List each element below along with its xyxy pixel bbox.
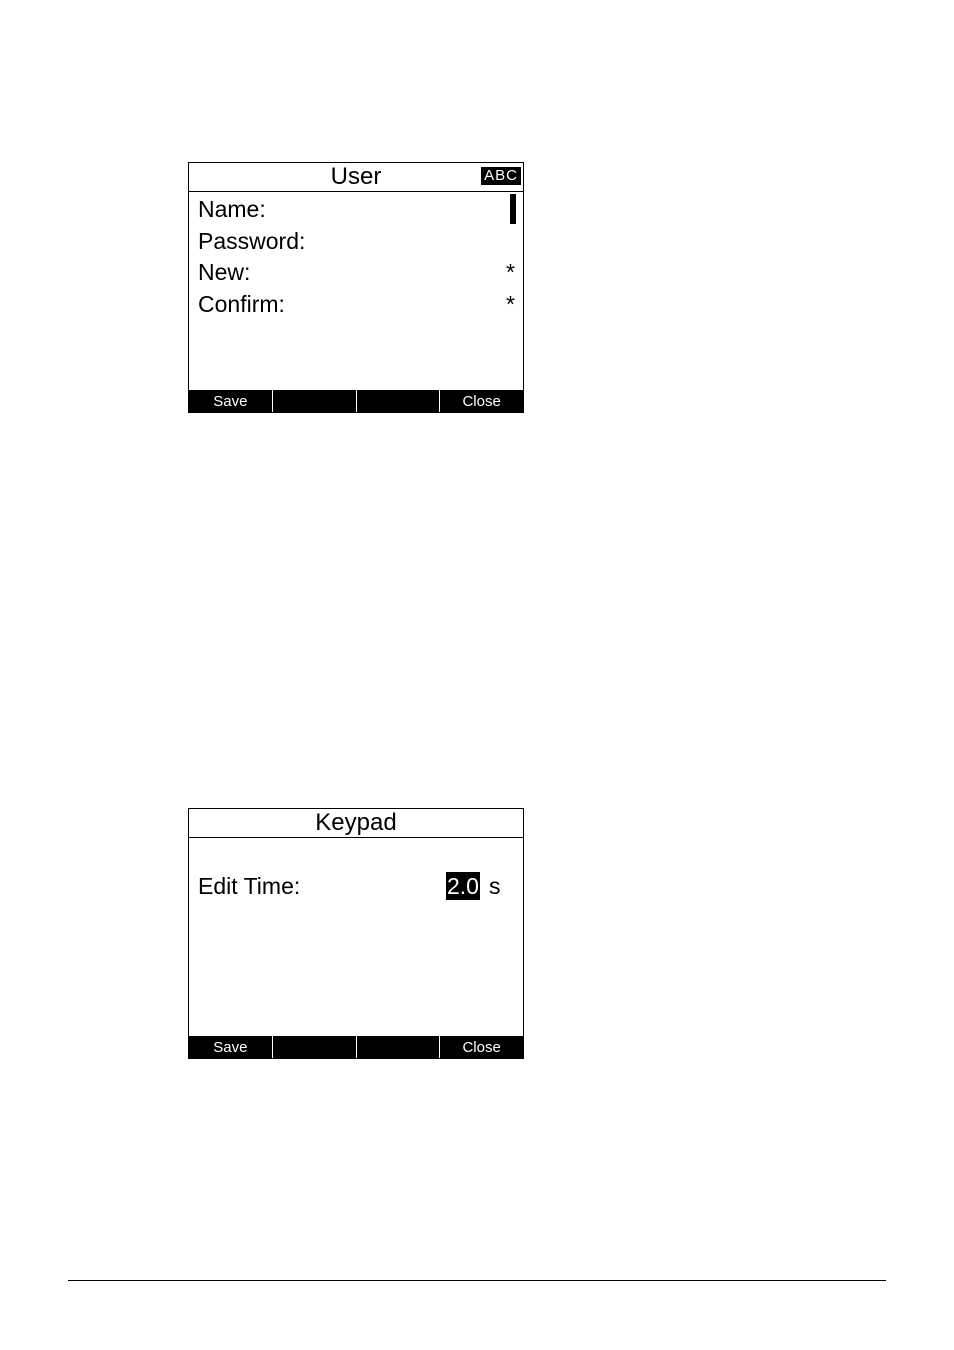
- new-password-field[interactable]: *: [506, 259, 515, 285]
- close-softkey[interactable]: Close: [462, 393, 501, 410]
- softkey-3[interactable]: [357, 390, 441, 412]
- edit-time-label: Edit Time:: [198, 873, 301, 899]
- user-screen: [188, 162, 524, 413]
- softkey-2[interactable]: [273, 1036, 357, 1058]
- keypad-screen: [188, 808, 524, 1059]
- save-softkey[interactable]: Save: [189, 1036, 273, 1058]
- screen-title: User: [330, 163, 382, 190]
- input-mode-badge: ABC: [481, 167, 521, 185]
- close-softkey[interactable]: Close: [462, 1039, 501, 1056]
- confirm-password-label: Confirm:: [198, 291, 285, 317]
- softkey-2[interactable]: [273, 390, 357, 412]
- softkey-bar: [189, 390, 523, 412]
- confirm-password-field[interactable]: *: [506, 291, 515, 317]
- edit-time-value[interactable]: 2.0: [447, 873, 479, 899]
- password-field-label: Password:: [198, 228, 306, 254]
- text-cursor: [510, 194, 516, 224]
- name-field-label: Name:: [198, 196, 266, 222]
- page-footer-divider: [68, 1280, 886, 1281]
- new-password-label: New:: [198, 259, 251, 285]
- keypad-screen-title-bar: [189, 809, 523, 838]
- edit-time-unit: s: [489, 873, 501, 899]
- user-screen-title-bar: [189, 163, 523, 192]
- screen-title: Keypad: [315, 809, 397, 836]
- softkey-3[interactable]: [357, 1036, 441, 1058]
- softkey-bar: [189, 1036, 523, 1058]
- save-softkey[interactable]: Save: [189, 390, 273, 412]
